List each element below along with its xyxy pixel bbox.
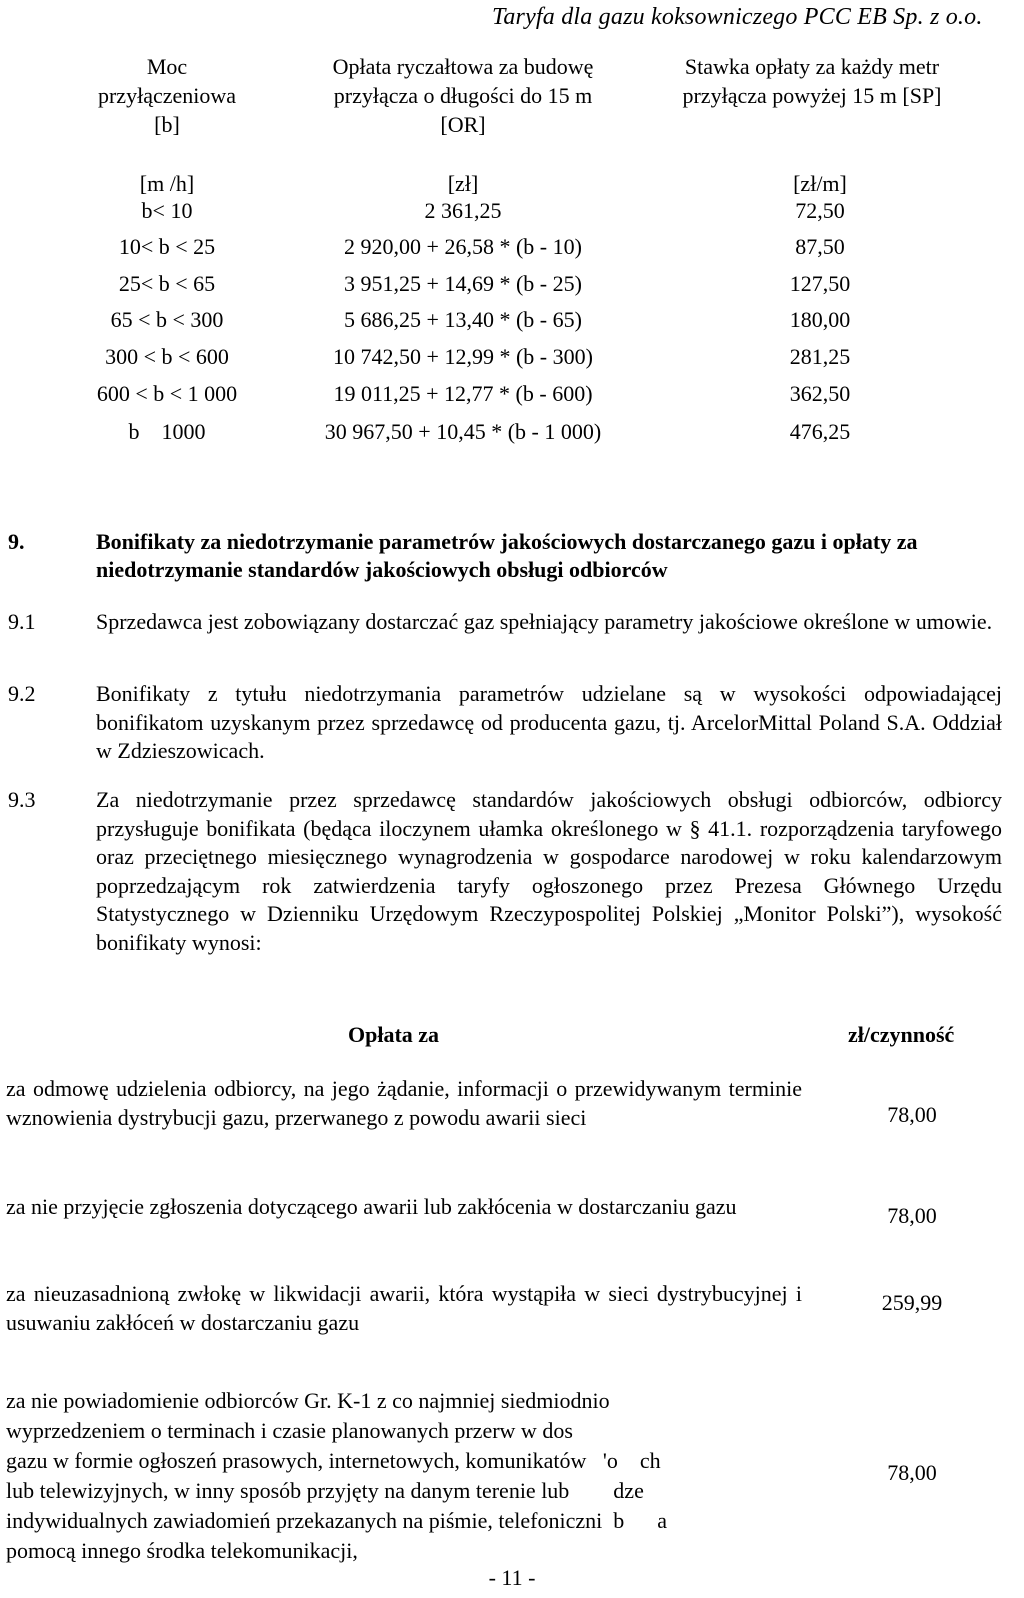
fee-cell: 2 920,00 + 26,58 * (b - 10) <box>344 234 582 259</box>
fee-cell: 10 742,50 + 12,99 * (b - 300) <box>333 344 593 369</box>
fee-cell: 19 011,25 + 12,77 * (b - 600) <box>333 381 593 406</box>
header-line: Moc <box>146 54 188 79</box>
page-number: - 11 - <box>488 1565 536 1590</box>
unit-rate: [zł/m] <box>793 171 847 196</box>
paragraph: Bonifikaty z tytułu niedotrzymania parametrów udzielane są w wysokości odpowiadającej bonifikatom uzyskanym przez sprzedawcę od producenta gazu, tj. ArcelorMittal Poland S.A. Oddział w Zdzieszowicach. <box>96 681 1002 763</box>
fee-description-line: lub telewizyjnych, w inny sposób przyjęty na danym terenie lub dze <box>6 1478 644 1503</box>
rate-cell: 180,00 <box>789 307 851 332</box>
unit-fee: [zł] <box>447 171 479 196</box>
header-line: Stawka opłaty za każdy metr <box>684 54 940 79</box>
item-number: 9.2 <box>8 681 36 706</box>
fee-description: za nie przyjęcie zgłoszenia dotyczącego awarii lub zakłócenia w dostarczaniu gazu <box>6 1194 737 1219</box>
fee-description <box>6 1386 802 1566</box>
range-cell: 600 < b < 1 000 <box>96 381 238 406</box>
header-line: [b] <box>154 112 180 137</box>
rate-cell: 127,50 <box>789 271 851 296</box>
fee-value: 259,99 <box>881 1290 943 1315</box>
paragraph: Sprzedawca jest zobowiązany dostarczać gaz spełniający parametry jakościowe określone w umowie. <box>96 609 993 634</box>
section-number: 9. <box>8 529 25 554</box>
item-number: 9.3 <box>8 787 36 812</box>
rate-cell: 72,50 <box>795 198 845 223</box>
rate-cell: 476,25 <box>789 419 851 444</box>
section-title: Bonifikaty za niedotrzymanie parametrów jakościowych dostarczanego gazu i opłaty za niedotrzymanie standardów jakościowych obsługi odbiorców <box>96 529 918 582</box>
table-header-fee <box>282 52 644 139</box>
fee-cell: 3 951,25 + 14,69 * (b - 25) <box>344 271 582 296</box>
rate-cell: 281,25 <box>789 344 851 369</box>
unit-power: [m /h] <box>139 171 195 196</box>
fee-description-line: indywidualnych zawiadomień przekazanych na piśmie, telefoniczni b a <box>6 1508 667 1533</box>
rate-cell: 87,50 <box>795 234 845 259</box>
fee-cell: 2 361,25 <box>424 198 502 223</box>
fee-description-line: wyprzedzeniem o terminach i czasie planowanych przerw w dos <box>6 1418 573 1443</box>
fee-description-line: za nie powiadomienie odbiorców Gr. K-1 z co najmniej siedmiodnio <box>6 1388 610 1413</box>
fee-value: 78,00 <box>887 1460 937 1485</box>
range-cell: 25< b < 65 <box>118 271 216 296</box>
table-header-power <box>56 52 278 139</box>
range-cell: 65 < b < 300 <box>110 307 224 332</box>
header-line: przyłącza powyżej 15 m [SP] <box>682 83 942 108</box>
fees-header-label: Opłata za <box>348 1022 440 1047</box>
fees-header-unit: zł/czynność <box>848 1022 955 1047</box>
range-cell: 300 < b < 600 <box>105 344 229 369</box>
header-line: przyłącza o długości do 15 m <box>333 83 593 108</box>
header-line: [OR] <box>440 112 486 137</box>
header-line: Opłata ryczałtowa za budowę <box>332 54 594 79</box>
fee-description-line: gazu w formie ogłoszeń prasowych, internetowych, komunikatów 'o ch <box>6 1448 661 1473</box>
item-number: 9.1 <box>8 609 36 634</box>
header-line: przyłączeniowa <box>97 83 237 108</box>
fee-cell: 30 967,50 + 10,45 * (b - 1 000) <box>324 419 602 444</box>
range-cell: b 1000 <box>128 419 206 444</box>
paragraph: Za niedotrzymanie przez sprzedawcę standardów jakościowych obsługi odbiorców, odbiorcy przysługuje bonifikata (będąca iloczynem ułamka określonego w § 41.1. rozporządzenia taryfowego oraz przeciętnego miesięcznego wynagrodzenia w gospodarce narodowej w roku kalendarzowym poprzedzającym rok zatwierdzenia taryfy ogłoszonego przez Prezesa Głównego Urzędu Statystycznego w Dzienniku Urzędowym Rzeczypospolitej Polskiej „Monitor Polski”), wysokość bonifikaty wynosi: <box>96 787 1002 955</box>
rate-cell: 362,50 <box>789 381 851 406</box>
fee-cell: 5 686,25 + 13,40 * (b - 65) <box>344 307 582 332</box>
range-cell: 10< b < 25 <box>118 234 216 259</box>
fee-description: za odmowę udzielenia odbiorcy, na jego żądanie, informacji o przewidywanym terminie wznowienia dystrybucji gazu, przerwanego z powodu awarii sieci <box>6 1076 802 1130</box>
range-cell: b< 10 <box>141 198 193 223</box>
fee-description: za nieuzasadnioną zwłokę w likwidacji awarii, która wystąpiła w sieci dystrybucyjnej i usuwaniu zakłóceń w dostarczaniu gazu <box>6 1281 802 1335</box>
fee-description-line: pomocą innego środka telekomunikacji, <box>6 1538 358 1563</box>
table-header-rate <box>632 52 992 110</box>
fee-value: 78,00 <box>887 1102 937 1127</box>
running-header: Taryfa dla gazu koksowniczego PCC EB Sp. z o.o. <box>492 4 983 30</box>
fee-value: 78,00 <box>887 1203 937 1228</box>
